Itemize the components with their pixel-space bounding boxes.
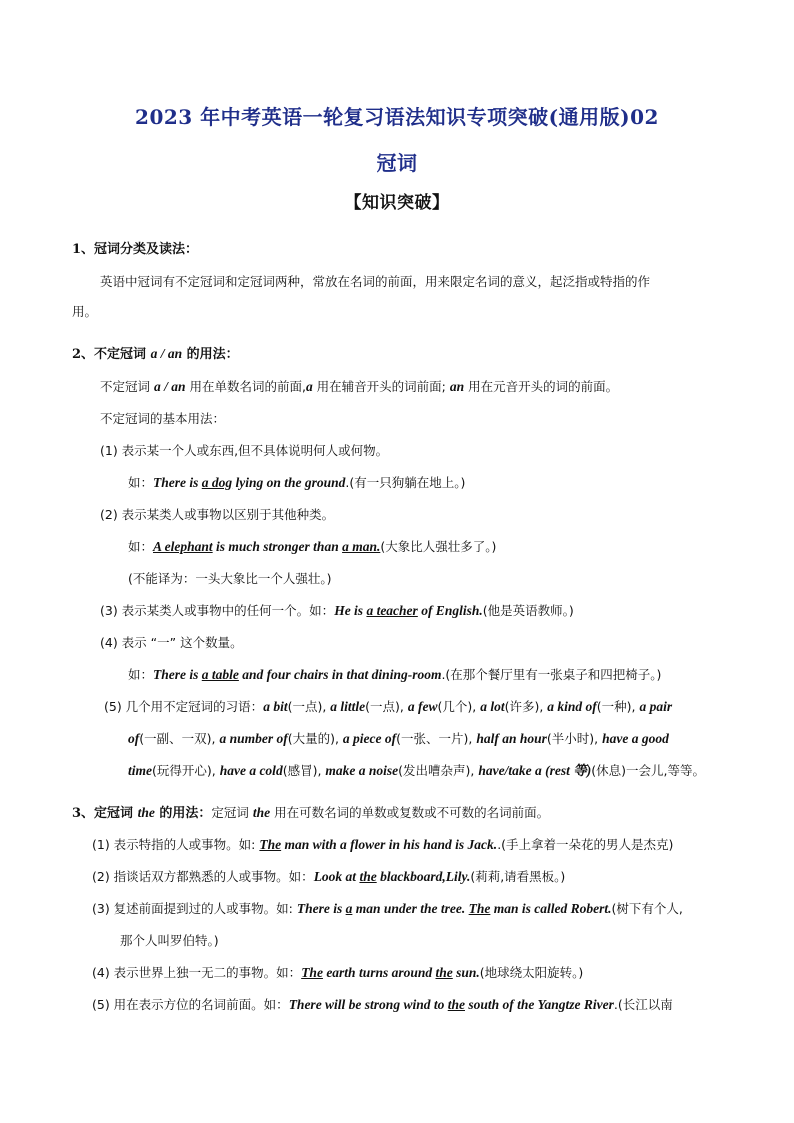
idiom-en: have/take a (rest 等): [478, 763, 592, 778]
translation: (大象比人强壮多了。): [380, 539, 497, 554]
example-en: blackboard,Lily.: [376, 869, 471, 884]
example-en: Look at: [313, 869, 360, 884]
example-en: of English.: [417, 603, 483, 618]
text: (3) 复述前面提到过的人或事物。如:: [92, 901, 297, 916]
idiom-en: a few: [407, 699, 438, 714]
translation: .(在那个餐厅里有一张桌子和四把椅子。): [441, 667, 662, 682]
example-en: lying on the ground: [232, 475, 346, 490]
example-en-underlined: the: [447, 997, 465, 1012]
text: 如：: [128, 475, 154, 490]
example-en: and four chairs in that dining-room: [238, 667, 442, 682]
idiom-en: have a good: [602, 731, 669, 746]
text: (4) 表示世界上独一无二的事物。如：: [92, 965, 302, 980]
example-en-underlined: The: [301, 965, 323, 980]
idiom-en: a little: [330, 699, 366, 714]
text: (1) 表示特指的人或事物。如:: [92, 837, 260, 852]
term: a: [305, 379, 313, 394]
translation: .(长江以南: [613, 997, 673, 1012]
list-item: [92, 964, 583, 982]
example-en-underlined: the: [435, 965, 453, 980]
example-en-underlined: The: [259, 837, 282, 852]
idiom-meaning: (几个),: [437, 699, 481, 714]
term: an: [449, 379, 465, 394]
list-item: (2) 表示某类人或事物以区别于其他种类。: [100, 507, 335, 522]
translation: (莉莉,请看黑板。): [470, 869, 566, 884]
idiom-meaning: (一种),: [596, 699, 640, 714]
list-item: [92, 868, 565, 886]
text: 如：: [128, 539, 154, 554]
translation-continued: 那个人叫罗伯特。): [120, 933, 219, 948]
idiom-meaning: (半小时),: [546, 731, 603, 746]
paragraph-line: 用。: [72, 304, 98, 319]
example-en-underlined: The: [468, 901, 491, 916]
section-heading: [72, 804, 549, 823]
idiom-en: a pair: [639, 699, 673, 714]
example-en: earth turns around: [322, 965, 436, 980]
idiom-meaning: (发出嘈杂声),: [398, 763, 479, 778]
heading-text: 2、不定冠词: [72, 347, 151, 362]
text: 用在辅音开头的词前面;: [312, 379, 450, 394]
idiom-meaning: (感冒),: [282, 763, 326, 778]
text: 用在单数名词的前面,: [185, 379, 306, 394]
idiom-en: time: [128, 763, 152, 778]
text: 不定冠词: [100, 379, 154, 394]
example-en-underlined: the: [359, 869, 377, 884]
translation: .(有一只狗躺在地上。): [345, 475, 466, 490]
idiom-meaning: (许多),: [504, 699, 548, 714]
example-en-underlined: a man.: [342, 539, 381, 554]
example-en: There is: [153, 667, 202, 682]
example-en: south of the Yangtze River: [464, 997, 614, 1012]
idiom-en: of: [128, 731, 140, 746]
example-en-underlined: A elephant: [153, 539, 213, 554]
term: a / an: [153, 379, 186, 394]
heading-text: 的用法：: [182, 347, 239, 362]
heading-term: the: [137, 805, 155, 820]
example-line: [128, 666, 661, 684]
list-item: (1) 表示某一个人或东西,但不具体说明何人或何物。: [100, 443, 389, 458]
paragraph-line: [100, 378, 618, 396]
idiom-meaning: (休息)一会儿,等等。: [591, 763, 705, 778]
text: (5) 几个用不定冠词的习语：: [104, 699, 264, 714]
idiom-meaning: (一点),: [365, 699, 408, 714]
example-en: There is: [296, 901, 346, 916]
text: (3) 表示某类人或事物中的任何一个。如：: [100, 603, 335, 618]
translation: .(手上拿着一朵花的男人是杰克): [497, 837, 674, 852]
idiom-line: [128, 762, 705, 780]
idiom-group: [263, 699, 672, 714]
heading-text: 的用法：: [154, 806, 212, 821]
text: 用在可数名词的单数或复数或不可数的名词前面。: [270, 805, 550, 820]
example-en: man under the tree.: [352, 901, 469, 916]
paragraph-line: 不定冠词的基本用法：: [100, 411, 226, 426]
idiom-en: have a cold: [219, 763, 283, 778]
example-en: There will be strong wind to: [288, 997, 448, 1012]
translation: (树下有个人,: [611, 901, 683, 916]
document-title: 2023 年中考英语一轮复习语法知识专项突破(通用版)02: [135, 105, 659, 129]
idiom-meaning: (一张、一片),: [396, 731, 477, 746]
idiom-en: a piece of: [342, 731, 397, 746]
idiom-en: a bit: [263, 699, 288, 714]
example-en-underlined: a: [345, 901, 353, 916]
idiom-en: a kind of: [547, 699, 597, 714]
idiom-meaning: (一点),: [287, 699, 331, 714]
list-item: (4) 表示 “一” 这个数量。: [100, 635, 243, 650]
translation: (地球绕太阳旋转。): [479, 965, 584, 980]
list-item-idioms: [104, 698, 672, 716]
example-en: man with a flower in his hand is Jack.: [281, 837, 498, 852]
idiom-en: a lot: [480, 699, 505, 714]
heading-term: a / an: [150, 346, 183, 361]
list-item: [100, 602, 574, 620]
example-en: There is: [153, 475, 202, 490]
translation: (他是英语教师。): [482, 603, 574, 618]
example-en: sun.: [452, 965, 480, 980]
example-en-underlined: a teacher: [366, 603, 418, 618]
text: 用在元音开头的词的前面。: [464, 379, 619, 394]
idiom-en: make a noise: [325, 763, 399, 778]
idiom-meaning: (玩得开心),: [152, 763, 220, 778]
example-en-underlined: a dog: [201, 475, 233, 490]
heading-text: 3、定冠词: [72, 806, 138, 821]
document-subtitle-topic: 冠词: [376, 151, 418, 175]
list-item: [92, 900, 683, 918]
section-heading: [72, 345, 239, 364]
example-line: [128, 474, 465, 492]
list-item: [92, 996, 673, 1014]
term: the: [252, 805, 271, 820]
text: 定冠词: [211, 805, 253, 820]
list-item: [92, 836, 673, 854]
example-en: man is called Robert.: [490, 901, 612, 916]
idiom-en: a number of: [219, 731, 288, 746]
idiom-en: half an hour: [476, 731, 547, 746]
text: 如：: [128, 667, 154, 682]
example-en: is much stronger than: [212, 539, 343, 554]
section-heading: 1、冠词分类及读法：: [72, 242, 199, 257]
example-en: He is: [334, 603, 367, 618]
idiom-meaning: (一副、一双),: [139, 731, 220, 746]
text: (5) 用在表示方位的名词前面。如：: [92, 997, 289, 1012]
paragraph-line: 英语中冠词有不定冠词和定冠词两种，常放在名词的前面，用来限定名词的意义，起泛指或特指的作: [100, 274, 651, 289]
note-line: (不能译为：一头大象比一个人强壮。): [128, 571, 332, 586]
section-label: 【知识突破】: [344, 193, 450, 213]
example-line: [128, 538, 496, 556]
idiom-line: [128, 730, 669, 748]
example-en-underlined: a table: [201, 667, 239, 682]
text: (2) 指谈话双方都熟悉的人或事物。如：: [92, 869, 314, 884]
idiom-meaning: (大量的),: [287, 731, 343, 746]
